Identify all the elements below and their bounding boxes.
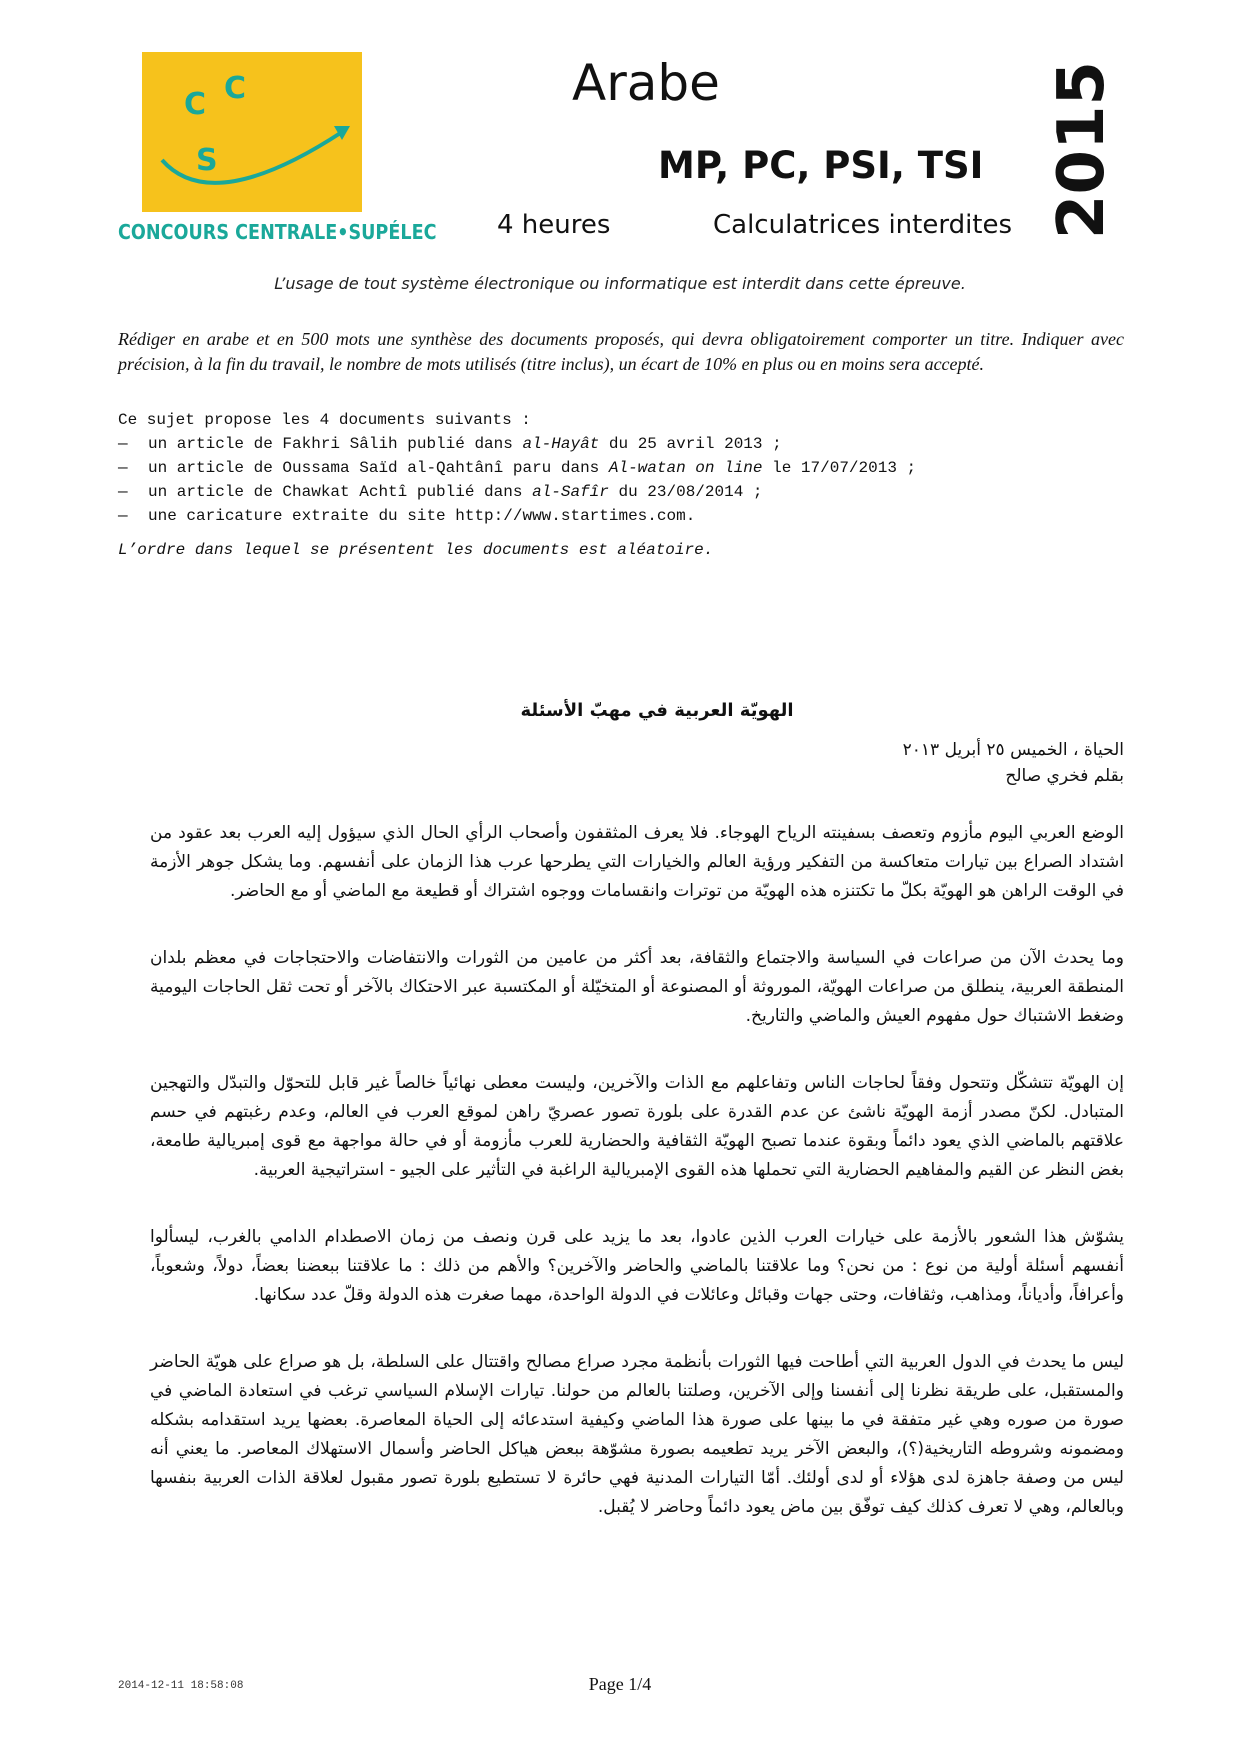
logo-yellow-square <box>142 52 362 212</box>
usage-notice: L’usage de tout système électronique ou informatique est interdit dans cette épreuve. <box>274 274 966 293</box>
article-paragraph: يشوّش هذا الشعور بالأزمة على خيارات العرب الذين عادوا، بعد ما يزيد على قرن ونصف من زمان الاصطدام الدامي بالغرب، ليسألوا أنفسهم أسئلة أولية من نوع : من نحن؟ وما علاقتنا بالماضي والحاضر والآخرين؟ والأهم من ذلك : ما علاقتنا ببعضنا بعضاً، دولاً، وشعوباً، وأعرافاً، وأدياناً، ومذاهب، وثقافات، وحتى جهات وقبائل وعائلات في الدولة الواحدة، مهما صغرت هذه الدولة وقلّ عدد سكانها. <box>150 1227 1124 1305</box>
document-list-intro: Ce sujet propose les 4 documents suivants : <box>118 411 531 429</box>
article-paragraph: ليس ما يحدث في الدول العربية التي أطاحت فيها الثورات بأنظمة مجرد صراع مصالح واقتتال على السلطة، بل هو صراع على هويّة الحاضر والمستقبل، على طريقة نظرنا إلى أنفسنا وإلى الآخرين، وصلتنا بالعالم من حولنا. تيارات الإسلام السياسي ترغب في استعادة الماضي في صورة من صوره وهي غير متفقة في ما بينها على صورة هذا الماضي وكيفية استدعائه إلى الحياة المعاصرة. بعضها يريد استقدامه بشكله ومضمونه وشروطه التاريخية(؟)، والبعض الآخر يريد تطعيمه بصورة مشوّهة ببعض هياكل الحاضر وأسمال الاستهلاك المعاصر. ما يعني أنه ليس من وصفة جاهزة لدى هؤلاء أو لدى أولئك. أمّا التيارات المدنية فهي حائرة لا تستطيع بلورة تصور مقبول لعلاقة الذات العربية بنفسها وبالعالم، وهي لا تعرف كذلك كيف توفّق بين ماض يعود دائماً وحاضر لا يُقبل. <box>150 1352 1124 1517</box>
logo-text: CONCOURS CENTRALE•SUPÉLEC <box>118 220 437 244</box>
exam-year <box>1042 50 1122 250</box>
page-number: Page 1/4 <box>588 1674 652 1694</box>
article-source: الحياة ، الخميس ٢٥ أبريل ٢٠١٣ <box>902 740 1124 760</box>
article-title: الهويّة العربية في مهبّ الأسئلة <box>520 700 794 721</box>
article-paragraph: إن الهويّة تتشكّل وتتحول وفقاً لحاجات الناس وتفاعلهم مع الذات والآخرين، وليست معطى نهائياً خالصاً غير قابل للتحوّل والتبدّل والتهجين المتبادل. لكنّ مصدر أزمة الهويّة ناشئ عن عدم القدرة على بلورة تصور عصريّ راهن لموقع العرب في العالم، وعدم رغبتهم في حسم علاقتهم بالماضي الذي يعود دائماً وبقوة عندما تصبح الهويّة الثقافية والحضارية للعرب مأزومة أو في حالة مواجهة مع قوى إمبريالية طامعة، بغض النظر عن القيم والمفاهيم الحضارية التي تحملها هذه القوى الإمبريالية الراغبة في التأثير على الجيو - استراتيجية العربية. <box>150 1073 1124 1180</box>
calculator-rule: Calculatrices interdites <box>713 210 1013 240</box>
article-author: بقلم فخري صالح <box>1005 766 1124 786</box>
order-note: L’ordre dans lequel se présentent les documents est aléatoire. <box>118 541 714 559</box>
print-timestamp: 2014-12-11 18:58:08 <box>118 1680 244 1692</box>
exam-series: MP, PC, PSI, TSI <box>658 144 984 187</box>
arabic-article <box>150 700 1124 1560</box>
document-item: — une caricature extraite du site http://www.startimes.com. <box>118 507 696 525</box>
exam-duration: 4 heures <box>497 210 611 240</box>
document-item: — un article de Fakhri Sâlih publié dans al-Hayât du 25 avril 2013 ; <box>118 435 782 453</box>
logo-letter-c2: C <box>224 71 247 106</box>
concours-logo <box>118 52 437 248</box>
document-item: — un article de Chawkat Achtî publié dans al-Safîr du 23/08/2014 ; <box>118 483 763 501</box>
logo-letter-c1: C <box>184 87 207 122</box>
article-paragraph: الوضع العربي اليوم مأزوم وتعصف بسفينته الرياح الهوجاء. فلا يعرف المثقفون وأصحاب الرأي الحال الذي سيؤول إليه العرب بعد عقود من اشتداد الصراع بين تيارات متعاكسة من التفكير ورؤية العالم والخيارات التي يطرحها عرب هذا الزمان على أنفسهم. وما يشكل جوهر الأزمة في الوقت الراهن هو الهويّة بكلّ ما تكتنزه هذه الهويّة من توترات وانقسامات ووجوه اشتراك أو قطيعة مع الماضي أو مع الحاضر. <box>150 823 1124 901</box>
instructions: Rédiger en arabe et en 500 mots une synthèse des documents proposés, qui devra obligatoirement comporter un titre. Indiquer avec précision, à la fin du travail, le nombre de mots utilisés (titre inclus), un écart de 10% en plus ou en moins sera accepté. <box>118 329 1124 374</box>
caricature-url: http://www.startimes.com <box>455 507 686 525</box>
logo-smile-mark <box>142 52 362 212</box>
article-paragraph: وما يحدث الآن من صراعات في السياسة والاجتماع والثقافة، بعد أكثر من عامين من الثورات والانتفاضات والاحتجاجات في معظم بلدان المنطقة العربية، ينطلق من صراعات الهويّة، الموروثة أو المصنوعة أو المتخيّلة أو المكتسبة عبر الاحتكاك بالآخر أو تحت ثقل الحاجات اليومية وضغط الاشتباك حول مفهوم العيش والماضي والتاريخ. <box>150 948 1124 1026</box>
subject-title: Arabe <box>572 54 720 112</box>
document-list <box>118 408 1124 528</box>
logo-letter-s: S <box>196 143 218 178</box>
exam-year-text: 2015 <box>1045 60 1119 240</box>
document-item: — un article de Oussama Saïd al-Qahtânî paru dans Al-watan on line le 17/07/2013 ; <box>118 459 917 477</box>
logo-arc <box>162 132 342 183</box>
